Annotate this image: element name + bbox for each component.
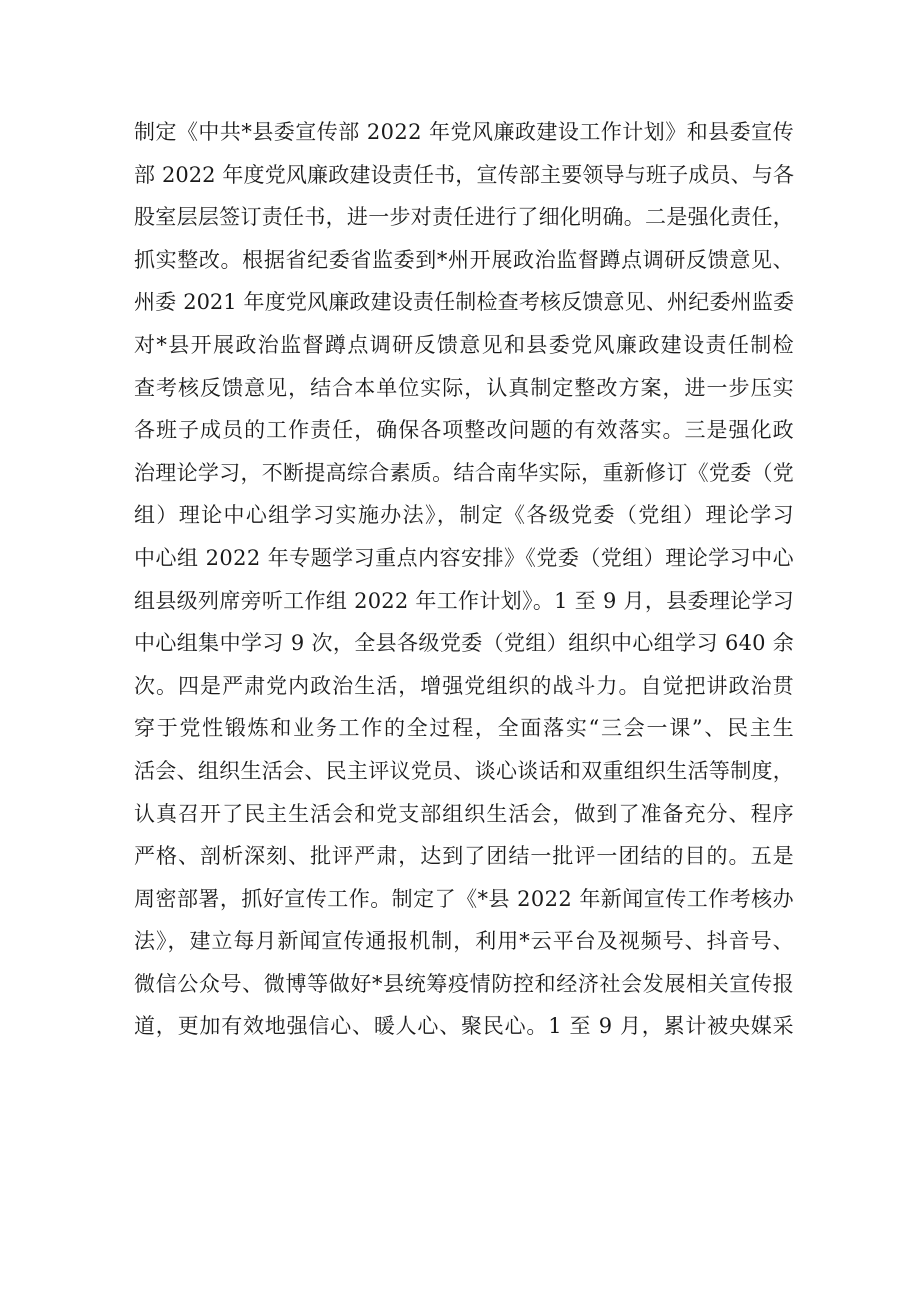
text-line: 查考核反馈意见，结合本单位实际，认真制定整改方案，进一步压实 <box>134 375 794 400</box>
text-line: 州委 2021 年度党风廉政建设责任制检查考核反馈意见、州纪委州监委 <box>134 290 794 315</box>
text-line: 对*县开展政治监督蹲点调研反馈意见和县委党风廉政建设责任制检 <box>134 332 794 357</box>
text-line: 严格、剖析深刻、批评严肃，达到了团结一批评一团结的目的。五是 <box>134 844 794 869</box>
text-line: 次。四是严肃党内政治生活，增强党组织的战斗力。自觉把讲政治贯 <box>134 673 794 698</box>
text-line: 中心组 2022 年专题学习重点内容安排》《党委（党组）理论学习中心 <box>134 545 794 570</box>
text-line: 法》，建立每月新闻宣传通报机制，利用*云平台及视频号、抖音号、 <box>134 929 794 954</box>
text-line: 道，更加有效地强信心、暖人心、聚民心。1 至 9 月，累计被央媒采 <box>134 1014 794 1039</box>
text-line: 认真召开了民主生活会和党支部组织生活会，做到了准备充分、程序 <box>134 801 794 826</box>
text-line: 组）理论中心组学习实施办法》，制定《各级党委（党组）理论学习 <box>134 503 794 528</box>
text-line: 部 2022 年度党风廉政建设责任书，宣传部主要领导与班子成员、与各 <box>134 162 794 187</box>
text-line: 股室层层签订责任书，进一步对责任进行了细化明确。二是强化责任， <box>134 205 794 230</box>
text-line: 制定《中共*县委宣传部 2022 年党风廉政建设工作计划》和县委宣传 <box>134 120 794 144</box>
text-line: 活会、组织生活会、民主评议党员、谈心谈话和双重组织生活等制度， <box>134 758 794 783</box>
text-line: 治理论学习，不断提高综合素质。结合南华实际，重新修订《党委（党 <box>134 460 794 485</box>
text-line: 抓实整改。根据省纪委省监委到*州开展政治监督蹲点调研反馈意见、 <box>134 247 794 272</box>
body-paragraph <box>134 111 794 1048</box>
text-line: 组县级列席旁听工作组 2022 年工作计划》。1 至 9 月，县委理论学习 <box>134 588 794 613</box>
text-line: 各班子成员的工作责任，确保各项整改问题的有效落实。三是强化政 <box>134 418 794 443</box>
text-line: 周密部署，抓好宣传工作。制定了《*县 2022 年新闻宣传工作考核办 <box>134 886 794 911</box>
text-line: 微信公众号、微博等做好*县统筹疫情防控和经济社会发展相关宣传报 <box>134 971 794 996</box>
text-line: 中心组集中学习 9 次，全县各级党委（党组）组织中心组学习 640 余 <box>134 631 794 656</box>
text-line: 穿于党性锻炼和业务工作的全过程，全面落实“三会一课”、民主生 <box>134 716 794 741</box>
